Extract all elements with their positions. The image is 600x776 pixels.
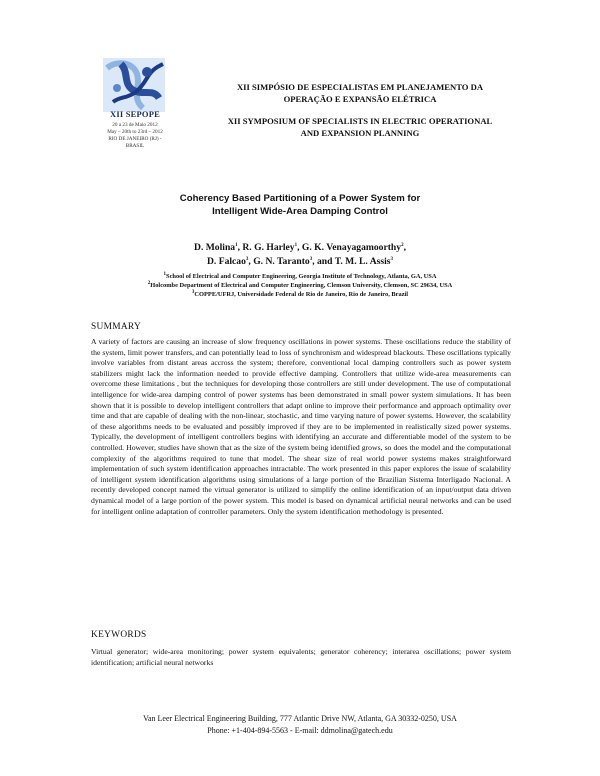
paper-title-line2: Intelligent Wide-Area Damping Control [212, 205, 388, 217]
conference-title-en-line1: XII SYMPOSIUM OF SPECIALISTS IN ELECTRIC OPERATIONAL [227, 116, 493, 126]
conference-title-pt-line2: OPERAÇÃO E EXPANSÃO ELÉTRICA [283, 93, 437, 104]
logo-title: XII SEPOPE [110, 109, 160, 119]
conference-title-en-line2: AND EXPANSION PLANNING [300, 127, 420, 138]
conference-title-en [190, 116, 530, 139]
affiliation-2: $^2$Holcombe Department of Electrical and Computer Engineering, Clemson University, Clemson, SC 29634, USA [147, 280, 453, 289]
footer-contact: Phone: +1-404-894-5563 - E-mail: ddmolina@gatech.edu [207, 726, 393, 735]
conference-title-pt [190, 82, 530, 105]
logo-date-en: May – 20th to 23rd – 2012 [107, 129, 163, 135]
logo-location: RIO DE JANEIRO (RJ) - [108, 136, 162, 142]
affiliation-1: $^1$School of Electrical and Computer Engineering, Georgia Institute of Technology, Atlanta, GA, USA [163, 271, 437, 280]
paper-title [120, 193, 480, 218]
footer-address: Van Leer Electrical Engineering Building, 777 Atlantic Drive NW, Atlanta, GA 30332-0250, USA [143, 714, 457, 723]
summary-heading: SUMMARY [91, 322, 142, 332]
author-list [120, 241, 480, 269]
author-line-1: D. Molina$^1$, R. G. Harley$^1$, G. K. Venayagamoorthy$^2$, [194, 242, 406, 253]
logo-date-pt: 20 a 23 de Maio 2012 [112, 122, 158, 128]
keywords-heading: KEYWORDS [91, 630, 147, 640]
sepope-logo [103, 58, 165, 112]
summary-text: A variety of factors are causing an increase of slow frequency oscillations in power systems. These oscillations reduce the stability of the system, limit power transfers, and can potentially lead to loss of synchronism and widespread blackouts. These oscillations typically involve variables from distant areas accross the system; therefore, conventional local damping controllers such as power system stabilizers might lack the information needed to provide effective damping. Controllers that utilize wide-area measurements can overcome these limitations , but the techniques for developing those controllers are still under development. The use of computational intelligence for wide-area damping control of power systems has been demonstrated in small power system simulations. It has been shown that it is possible to develop intelligent controllers that adapt online to improve their performance and approach optimality over time and that are capable of dealing with the non-linear, stochastic, and time varying nature of power systems. However, the scalability of these algorithms needs to be evaluated and possibly improved if they are to be implemented in realistically sized power systems. Typically, the development of intelligent controllers begins with identifying an accurate and differentiable model of the system to be controlled. However, studies have shown that as the size of the system being identified grows, so does the model and the computational complexity of the algorithms required to tune that model. The shear size of real world power systems makes straightforward implementation of such system identification approaches intractable. The work presented in this paper explores the issue of scalability of intelligent system identification algorithms using simulations of a large portion of the Brazilian Sistema Interligado Nacional. A recently developed concept named the virtual generator is utilized to simplify the online identification of an input/output data driven dynamical model of a large portion of the power system. This model is based on dynamical artificial neural networks and can be used for intelligent online adaptation of controller parameters. Only the system identification methodology is presented. [91, 337, 511, 516]
logo-country: BRASIL [125, 143, 145, 149]
keywords-text: Virtual generator; wide-area monitoring; power system equivalents; generator coherency; interarea oscillations; power system identification; artificial neural networks [91, 647, 511, 667]
sepope-logo-graphic [103, 58, 165, 112]
affiliation-3: $^3$COPPE/UFRJ, Universidade Federal de Rio de Janeiro, Rio de Janeiro, Brazil [191, 289, 409, 298]
author-line-2: D. Falcao$^3$, G. N. Taranto$^3$, and T. M. L. Assis$^3$ [206, 256, 393, 267]
conference-title-pt-line1: XII SIMPÓSIO DE ESPECIALISTAS EM PLANEJAMENTO DA [236, 82, 484, 92]
paper-title-line1: Coherency Based Partitioning of a Power System for [179, 193, 421, 204]
